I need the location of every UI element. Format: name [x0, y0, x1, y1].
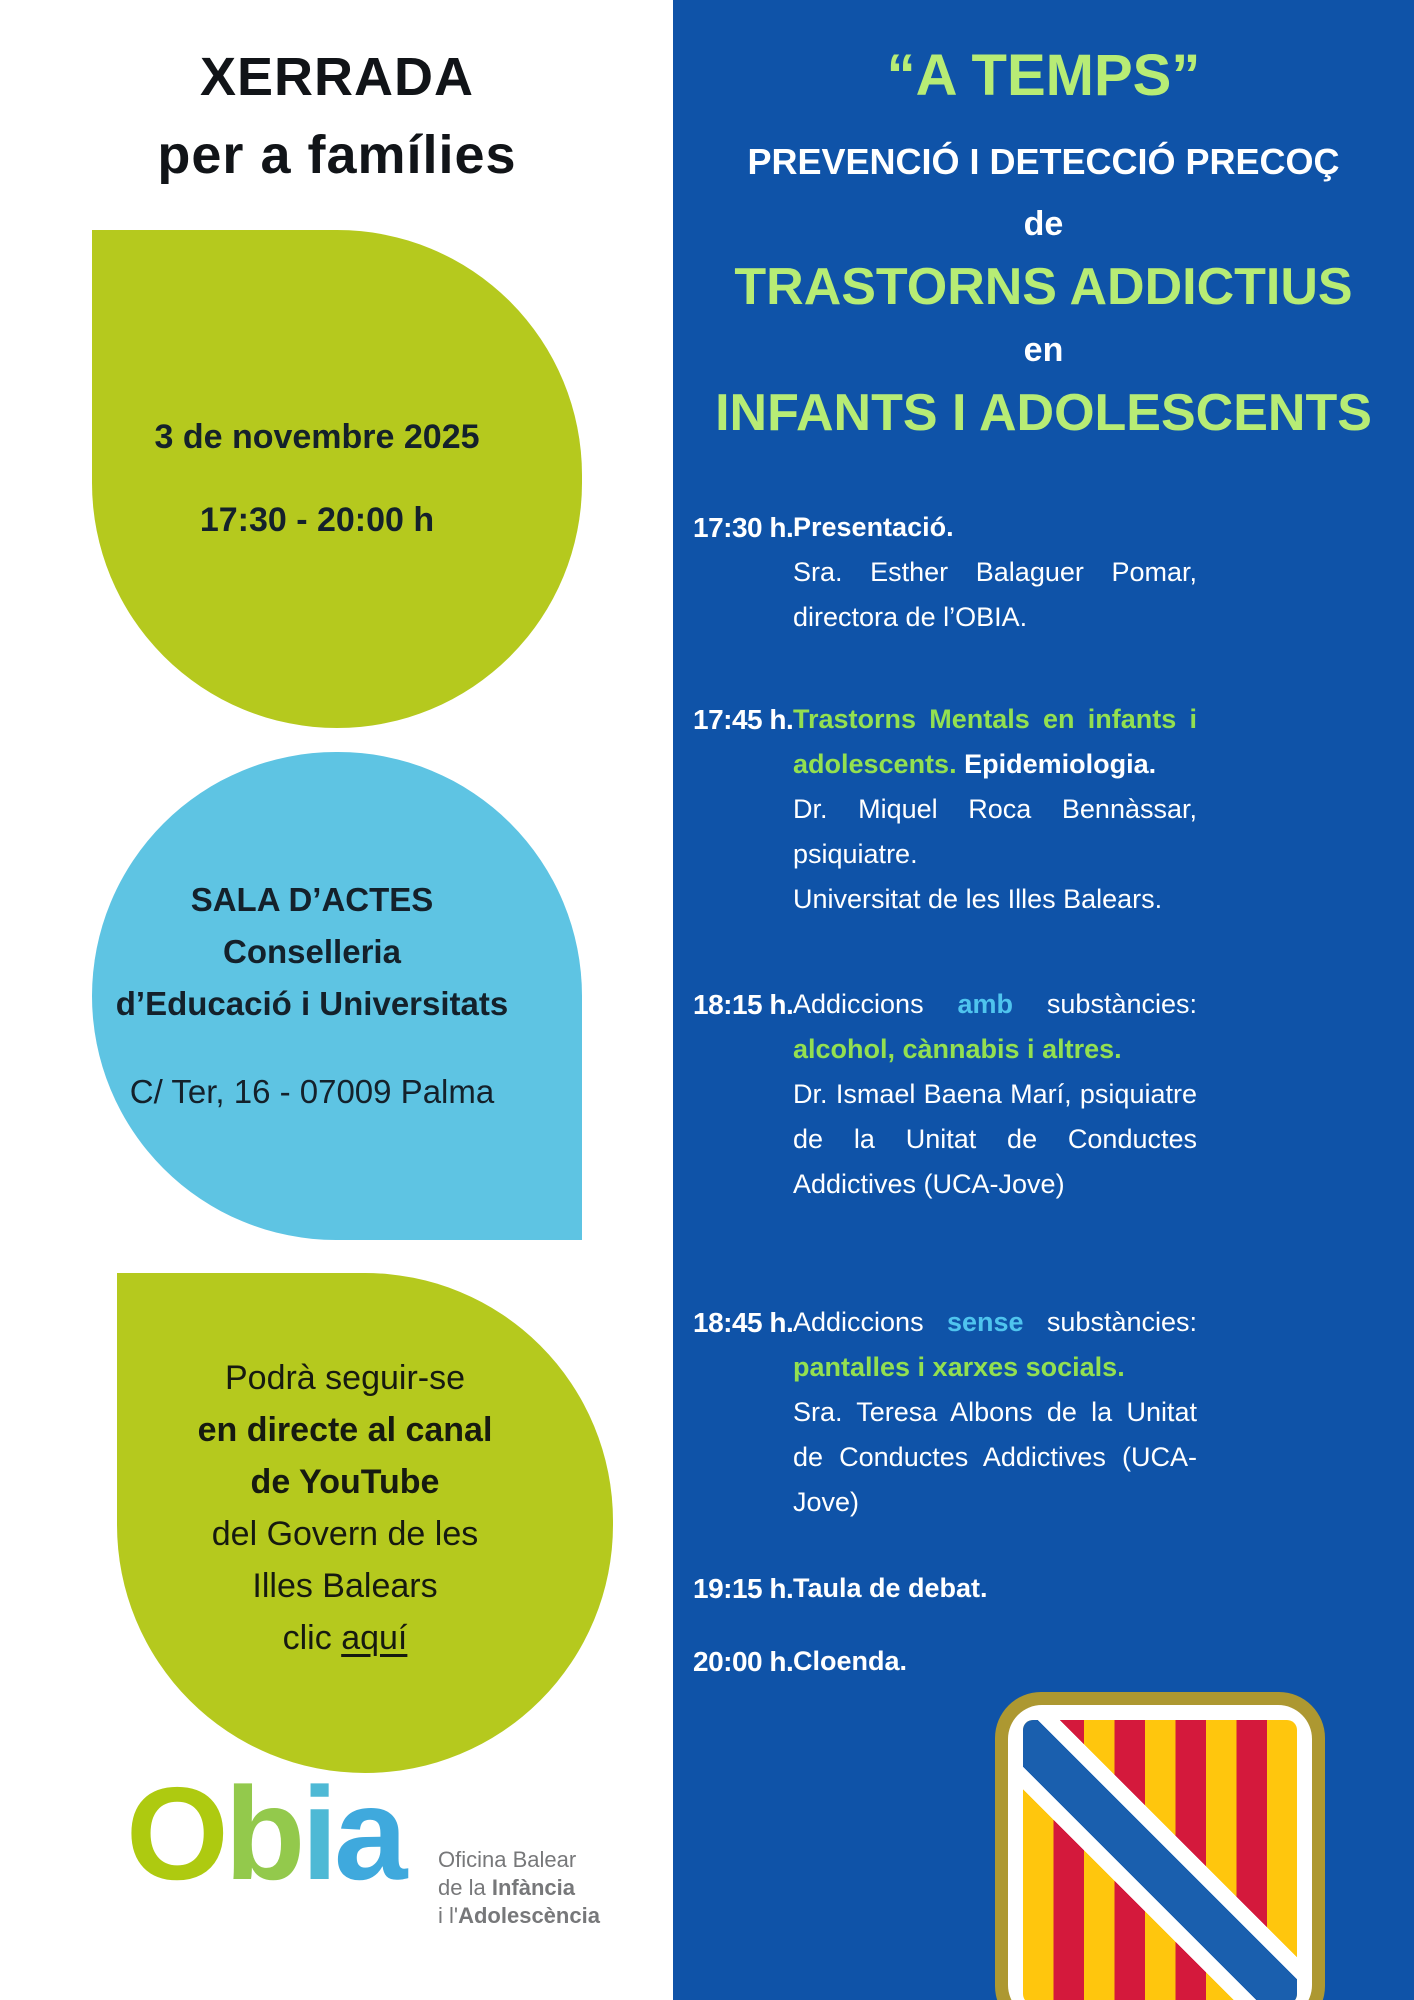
date-time-blob: [92, 230, 582, 728]
program-title: “A TEMPS”: [886, 43, 1201, 108]
schedule-paragraph: Dr. Miquel Roca Bennàssar, psiquiatre.: [793, 794, 1197, 869]
schedule-item: [693, 505, 1197, 640]
obia-caption-line: de la Infància: [438, 1875, 575, 1900]
schedule-item: [693, 1639, 1197, 1684]
schedule-paragraph: Sra. Teresa Albons de la Unitat de Conductes Addictives (UCA-Jove): [793, 1397, 1197, 1517]
shield-inner-border: [1008, 1705, 1312, 2000]
event-time: 17:30 - 20:00 h: [199, 501, 435, 539]
schedule-body: [793, 697, 1197, 922]
program-panel: [673, 0, 1414, 2000]
schedule-body: [793, 505, 1197, 640]
venue-address: C/ Ter, 16 - 07009 Palma: [129, 1073, 495, 1110]
program-connector-en: en: [1023, 331, 1064, 369]
obia-caption-line: i l'Adolescència: [438, 1903, 600, 1928]
schedule-item: [693, 1300, 1197, 1525]
youtube-blob-line: Illes Balears: [252, 1567, 438, 1605]
schedule-time: 17:30 h.: [693, 512, 794, 543]
obia-logo-letter: b: [224, 1760, 302, 1907]
schedule-body: [793, 982, 1197, 1207]
schedule-paragraph: Presentació.: [793, 512, 954, 542]
program-topic: TRASTORNS ADDICTIUS: [734, 258, 1353, 316]
program-connector-de: de: [1023, 205, 1064, 243]
schedule-time: 19:15 h.: [693, 1573, 794, 1604]
youtube-link[interactable]: aquí: [341, 1619, 408, 1657]
schedule-item: [693, 697, 1197, 922]
schedule-paragraph: Addiccions sense substàncies: pantalles i xarxes socials.: [793, 1307, 1197, 1382]
schedule-body: [793, 1639, 1197, 1684]
left-title-line2: per a famílies: [157, 125, 517, 185]
schedule-item: [693, 982, 1197, 1207]
youtube-lines: [198, 1352, 493, 1612]
schedule-body: [793, 1566, 1197, 1611]
youtube-blob-line: en directe al canal: [197, 1411, 493, 1449]
schedule-item: [693, 1566, 1197, 1611]
schedule-time: 18:45 h.: [693, 1307, 794, 1338]
poster-left-title: [92, 38, 582, 194]
schedule-paragraph: Taula de debat.: [793, 1573, 988, 1603]
obia-logo-caption: [438, 1846, 600, 1930]
left-title-line1: XERRADA: [199, 47, 475, 107]
schedule-paragraph: Dr. Ismael Baena Marí, psiquiatre de la Unitat de Conductes Addictives (UCA-Jove): [793, 1079, 1197, 1199]
schedule-paragraph: Trastorns Mentals en infants i adolescents. Epidemiologia.: [793, 704, 1197, 779]
event-date: 3 de novembre 2025: [154, 418, 480, 456]
venue-org-line2: d’Educació i Universitats: [115, 985, 509, 1022]
schedule-time: 18:15 h.: [693, 989, 794, 1020]
schedule-time: 17:45 h.: [693, 704, 794, 735]
program-audience: INFANTS I ADOLESCENTS: [715, 384, 1372, 442]
schedule-paragraph: Addiccions amb substàncies: alcohol, cànnabis i altres.: [793, 989, 1197, 1064]
venue-blob: [92, 752, 582, 1240]
obia-logo-letter: O: [126, 1760, 225, 1907]
program-header: [673, 44, 1414, 444]
obia-logo: [126, 1760, 404, 1907]
youtube-blob-line: Podrà seguir-se: [224, 1359, 465, 1397]
obia-caption-line: Oficina Balear: [438, 1847, 577, 1872]
schedule-time: 20:00 h.: [693, 1646, 794, 1677]
schedule-body: [793, 1300, 1197, 1525]
schedule-paragraph: Cloenda.: [793, 1646, 908, 1676]
obia-logo-letter: i: [301, 1760, 335, 1907]
youtube-blob-line: del Govern de les: [211, 1515, 479, 1553]
illes-balears-shield: [995, 1692, 1325, 2000]
youtube-click-line: [283, 1612, 408, 1664]
youtube-blob-line: de YouTube: [250, 1463, 440, 1501]
youtube-click-prefix: clic: [282, 1619, 342, 1657]
shield-stripes: [1023, 1720, 1297, 2000]
venue-room: SALA D’ACTES: [190, 881, 434, 918]
obia-logo-letter: a: [334, 1760, 404, 1907]
shield-diagonal-band: [1023, 1720, 1297, 2000]
schedule-paragraph: Universitat de les Illes Balears.: [793, 884, 1163, 914]
program-subtitle: PREVENCIÓ I DETECCIÓ PRECOÇ: [747, 141, 1340, 182]
schedule-paragraph: Sra. Esther Balaguer Pomar, directora de l’OBIA.: [793, 557, 1197, 632]
venue-org-line1: Conselleria: [223, 933, 401, 970]
youtube-blob: [117, 1273, 613, 1773]
